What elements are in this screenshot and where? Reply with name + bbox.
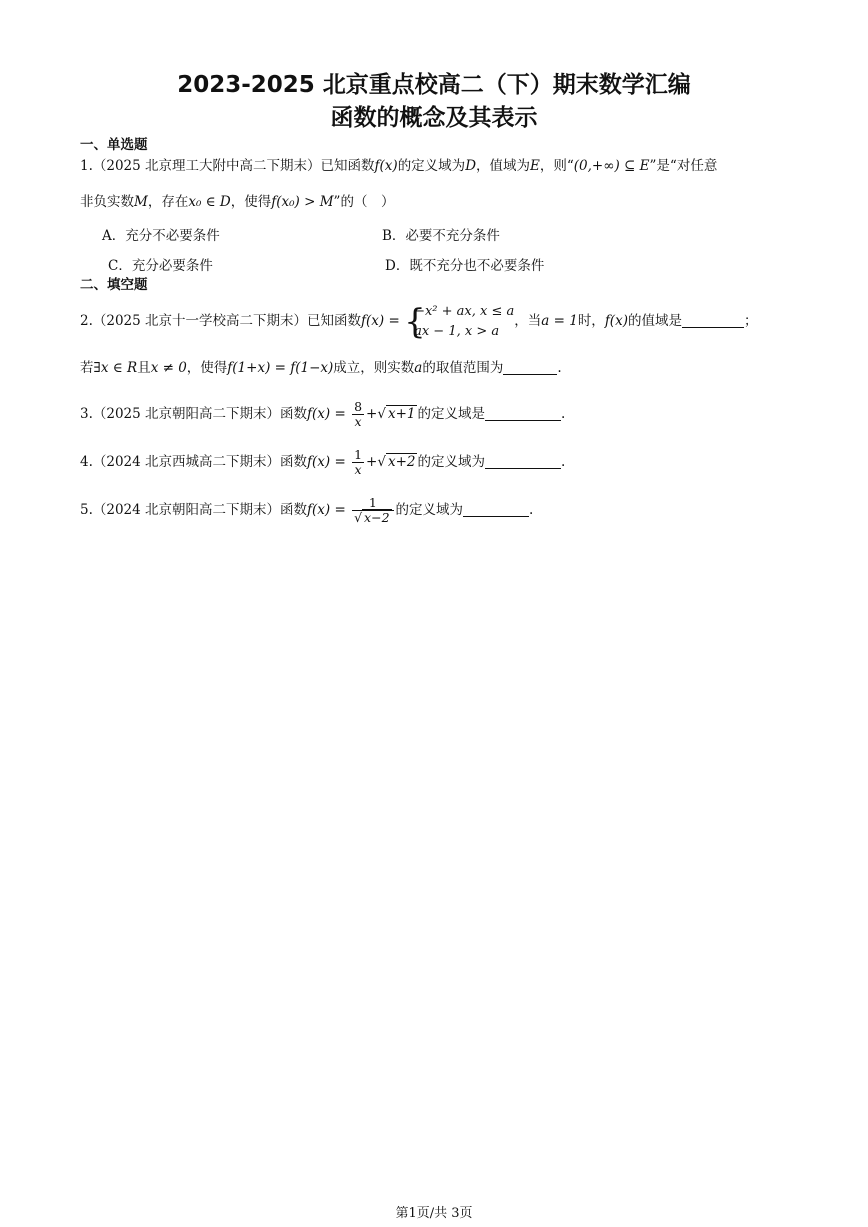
- q2-function: f(x) =: [361, 313, 400, 329]
- denominator: [352, 510, 393, 525]
- question-2-line-1: [80, 300, 795, 342]
- denominator: x: [352, 414, 364, 429]
- question-1-line-1: [80, 156, 795, 176]
- plus-sign: +: [366, 454, 378, 470]
- q2-piecewise: [404, 302, 514, 342]
- q2-text: 的取值范围为: [422, 360, 504, 376]
- q2-condition: a = 1: [541, 313, 578, 329]
- option-b: B．必要不充分条件: [382, 228, 500, 244]
- q1-text: ”的（ ）: [333, 194, 395, 210]
- q2-case-1: −x² + ax, x ≤ a: [414, 303, 515, 319]
- q1-text: ”是“对任意: [649, 158, 718, 174]
- question-5: [80, 492, 795, 528]
- brace-symbol: {: [404, 301, 426, 342]
- q1-text: ，存在: [147, 194, 189, 210]
- answer-blank: [682, 313, 744, 328]
- question-2-line-2: [80, 358, 795, 378]
- question-1-lead: 1.（2025 北京理工大附中高二下期末）已知函数: [80, 158, 375, 174]
- q2-text: ；: [743, 313, 758, 329]
- radicand: x+1: [387, 406, 416, 422]
- denominator: x: [352, 462, 364, 477]
- q1-domain-symbol: D: [465, 158, 477, 174]
- q1-inequality: f(x₀) > M: [271, 194, 334, 210]
- page-subtitle: 函数的概念及其表示: [330, 105, 538, 131]
- q5-function: f(x) =: [307, 502, 346, 518]
- answer-blank: [485, 454, 561, 469]
- q1-membership: x₀ ∈ D: [188, 194, 231, 210]
- q1-text: 的定义域为: [397, 158, 466, 174]
- q2-text: 的值域是: [627, 313, 682, 329]
- question-4-lead: 4.（2024 北京西城高二下期末）函数: [80, 454, 308, 470]
- q3-fraction: [352, 400, 364, 429]
- q2-text: 时，: [577, 313, 605, 329]
- question-5-lead: 5.（2024 北京朝阳高二下期末）函数: [80, 502, 308, 518]
- answer-blank: [485, 406, 561, 421]
- answer-blank: [503, 360, 557, 375]
- q2-text: ，当: [514, 313, 542, 329]
- q2-a-symbol: a: [414, 360, 423, 376]
- q4-text: .: [560, 454, 566, 470]
- question-3-lead: 3.（2025 北京朝阳高二下期末）函数: [80, 406, 308, 422]
- radicand: x+2: [387, 454, 416, 470]
- q2-text: 且: [137, 360, 151, 376]
- q1-text: 非负实数: [80, 194, 134, 210]
- q1-function: f(x): [374, 158, 398, 174]
- plus-sign: +: [366, 406, 378, 422]
- q4-sqrt: √ x+2: [377, 454, 416, 470]
- q1-m-symbol: M: [134, 194, 148, 210]
- option-d: D．既不充分也不必要条件: [385, 258, 545, 274]
- section-heading-single-choice: 一、单选题: [80, 137, 148, 153]
- numerator: 8: [354, 399, 363, 414]
- q2-text: .: [557, 360, 562, 376]
- radicand: x−2: [364, 510, 390, 525]
- q2-text: ，使得: [186, 360, 228, 376]
- q5-fraction: [352, 496, 393, 525]
- q4-fraction: [352, 448, 364, 477]
- q3-text: 的定义域是: [417, 406, 485, 422]
- answer-blank: [463, 502, 529, 517]
- question-4: [80, 444, 795, 480]
- option-c: C．充分必要条件: [108, 258, 213, 274]
- q1-text: ，值域为: [476, 158, 531, 174]
- section-heading-fill-in: 二、填空题: [80, 277, 148, 293]
- q3-text: .: [560, 406, 566, 422]
- numerator: 1: [354, 447, 363, 462]
- numerator: 1: [368, 495, 377, 510]
- q2-text: 若: [80, 360, 94, 376]
- question-1-line-2: [80, 192, 795, 212]
- q3-function: f(x) =: [307, 406, 346, 422]
- q1-text: ，则“: [539, 158, 574, 174]
- q2-function-ref: f(x): [604, 313, 628, 329]
- page-title: 2023-2025 北京重点校高二（下）期末数学汇编: [177, 72, 691, 98]
- q2-nonzero: x ≠ 0: [150, 360, 187, 376]
- q2-text: 成立，则实数: [333, 360, 415, 376]
- q2-case-2: ax − 1, x > a: [414, 323, 500, 339]
- question-3: [80, 396, 795, 432]
- q5-text: .: [529, 502, 534, 518]
- q2-equation: f(1+x) = f(1−x): [227, 360, 334, 376]
- q1-text: ，使得: [230, 194, 272, 210]
- q2-exists: ∃x ∈ R: [93, 360, 138, 376]
- question-2-lead: 2.（2025 北京十一学校高二下期末）已知函数: [80, 313, 362, 329]
- q1-set-condition: (0,+∞) ⊆ E: [573, 158, 650, 174]
- page-footer: 第1页/共 3页: [395, 1206, 473, 1221]
- q5-sqrt: √ x−2: [354, 510, 390, 525]
- q5-text: 的定义域为: [395, 502, 464, 518]
- q4-text: 的定义域为: [417, 454, 485, 470]
- q1-range-symbol: E: [530, 158, 540, 174]
- option-a: A．充分不必要条件: [102, 228, 220, 244]
- q3-sqrt: √ x+1: [377, 406, 416, 422]
- q4-function: f(x) =: [307, 454, 346, 470]
